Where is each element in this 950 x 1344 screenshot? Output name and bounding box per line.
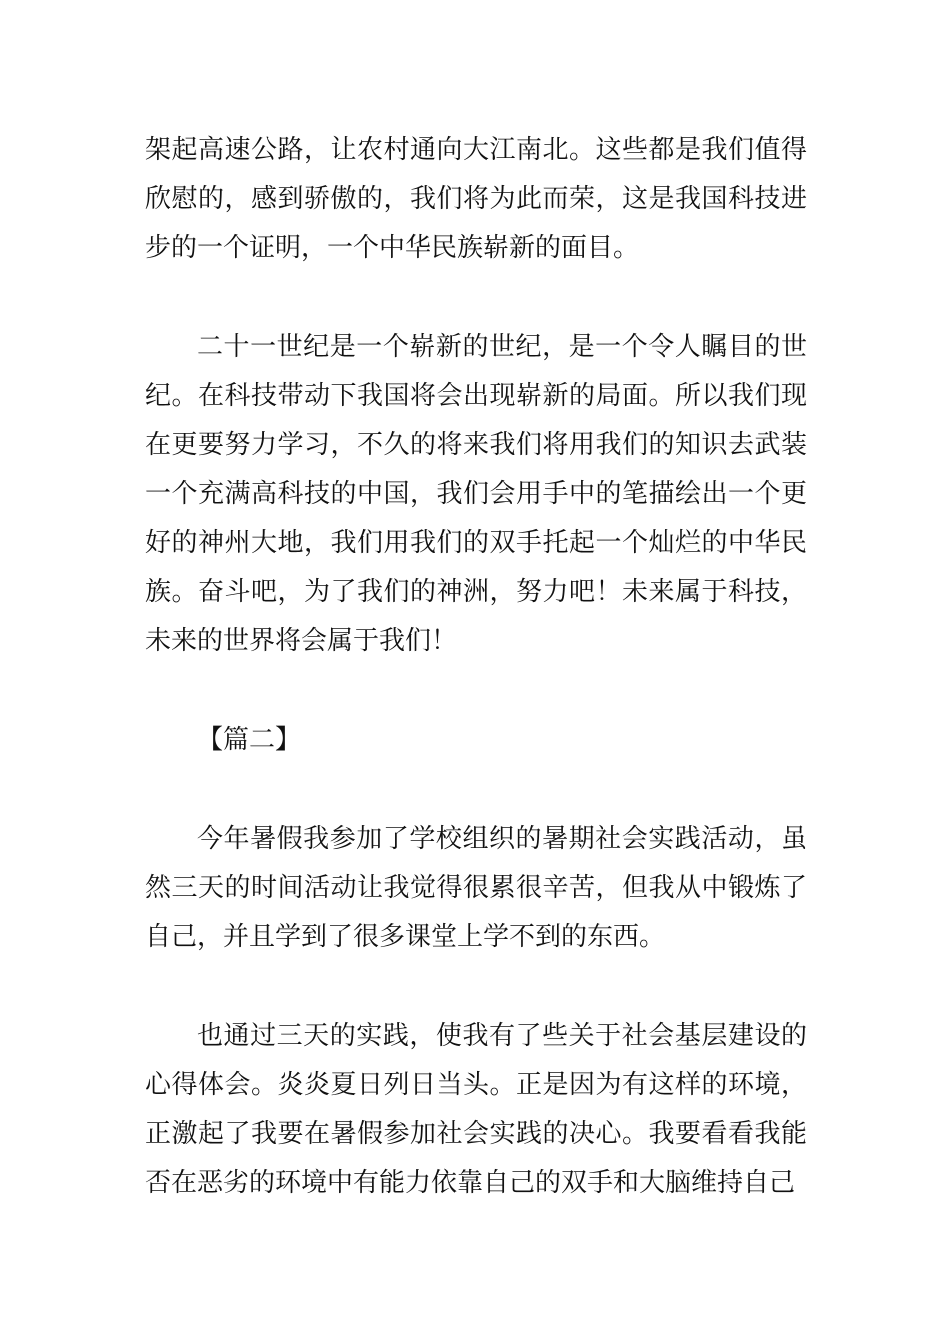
paragraph-1: 架起高速公路，让农村通向大江南北。这些都是我们值得欣慰的，感到骄傲的，我们将为此而荣，这是我国科技进步的一个证明，一个中华民族崭新的面目。 xyxy=(145,135,807,263)
document-page xyxy=(145,126,807,1208)
paragraph-2: 二十一世纪是一个崭新的世纪，是一个令人瞩目的世纪。在科技带动下我国将会出现崭新的局面。所以我们现在更要努力学习，不久的将来我们将用我们的知识去武装一个充满高科技的中国，我们会用手中的笔描绘出一个更好的神州大地，我们用我们的双手托起一个灿烂的中华民族。奋斗吧，为了我们的神洲，努力吧！未来属于科技，未来的世界将会属于我们！ xyxy=(145,332,807,656)
paragraph-3: 今年暑假我参加了学校组织的暑期社会实践活动，虽然三天的时间活动让我觉得很累很辛苦，但我从中锻炼了自己，并且学到了很多课堂上学不到的东西。 xyxy=(145,824,807,952)
paragraph-4: 也通过三天的实践，使我有了些关于社会基层建设的心得体会。炎炎夏日列日当头。正是因为有这样的环境，正激起了我要在暑假参加社会实践的决心。我要看看我能否在恶劣的环境中有能力依靠自己的双手和大脑维持自己 xyxy=(145,1021,807,1198)
section-heading: 【篇二】 xyxy=(197,725,302,755)
